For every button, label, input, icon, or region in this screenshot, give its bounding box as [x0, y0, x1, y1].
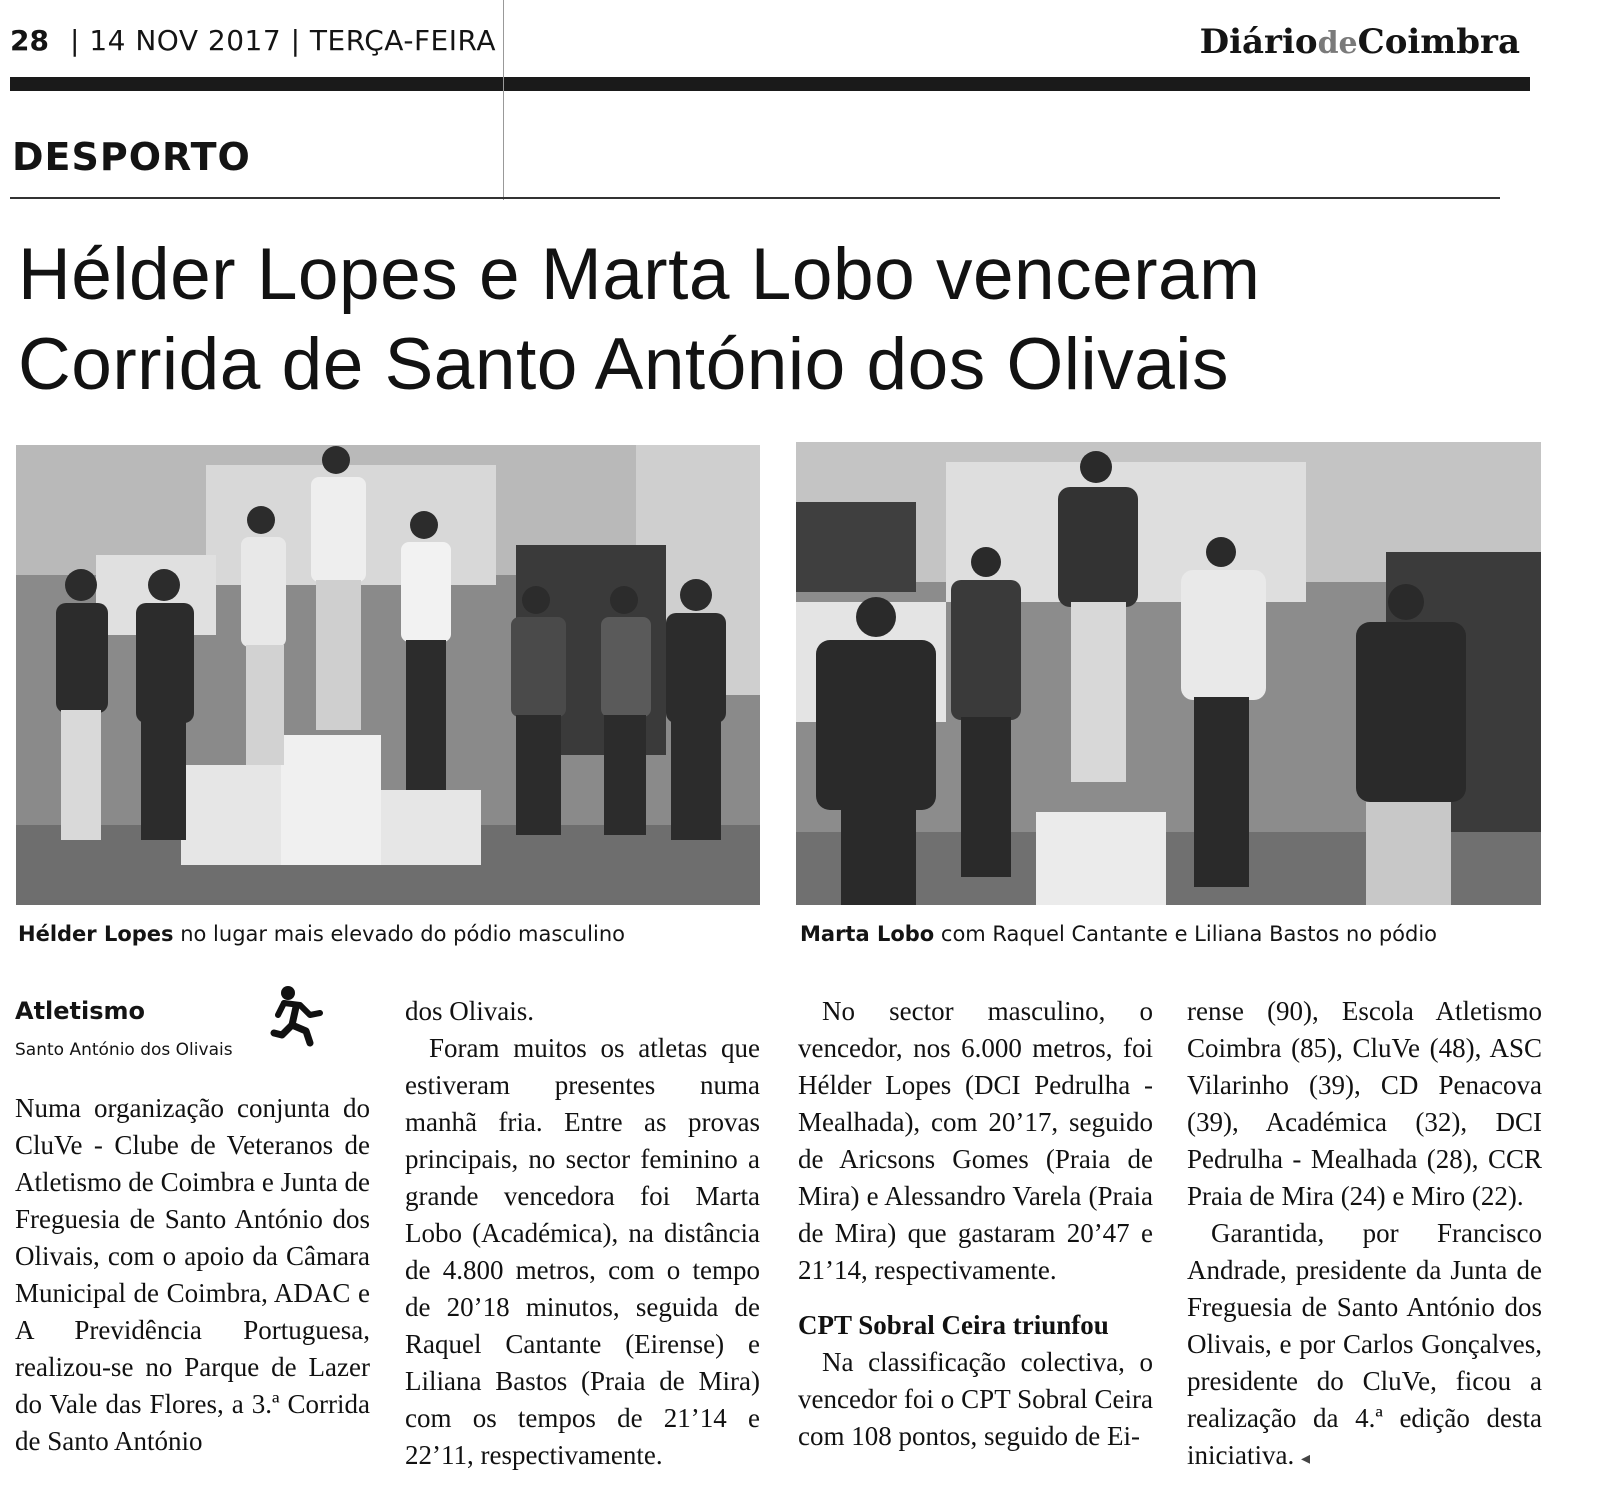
page-fold-line [503, 0, 504, 200]
article-paragraph-4-continued: rense (90), Escola Atletismo Coimbra (85), CluVe (48), ASC Vilarinho (39), CD Penacova (39), Académica (32), DCI Pedrulha - Mealhada (28), CCR Praia de Mira (24) e Miro (22). [1187, 996, 1542, 1211]
article-column-3 [798, 993, 1153, 1455]
kicker-subtitle: Santo António dos Olivais [15, 1040, 233, 1060]
caption-right-name: Marta Lobo [800, 922, 935, 946]
caption-left [18, 922, 625, 946]
logo-part-1: Diário [1199, 22, 1318, 62]
headline-line-1: Hélder Lopes e Marta Lobo venceram [18, 234, 1261, 315]
article-paragraph-5-text: Garantida, por Francisco Andrade, presidente da Junta de Freguesia de Santo António dos Olivais, e por Carlos Gonçalves, presidente do CluVe, ficou a realização da 4.ª edição desta iniciativa. [1187, 1218, 1542, 1470]
section-title: DESPORTO [12, 135, 251, 179]
section-rule [10, 197, 1500, 199]
kicker-title: Atletismo [15, 997, 146, 1025]
header-rule [10, 77, 1530, 91]
end-mark-icon: ◂ [1300, 1448, 1311, 1468]
article-paragraph-5 [1187, 1215, 1542, 1477]
page-header [10, 22, 1530, 62]
newspaper-logo [1200, 22, 1520, 62]
caption-left-text: no lugar mais elevado do pódio masculino [173, 922, 625, 946]
article-paragraph-1: Numa organização conjunta do CluVe - Clube de Veteranos de Atletismo de Coimbra e Junta de Freguesia de Santo António dos Olivais, com o apoio da Câmara Municipal de Coimbra, ADAC e A Previdência Portuguesa, realizou-se no Parque de Lazer do Vale das Flores, a 3.ª Corrida de Santo António [15, 1093, 370, 1456]
headline-line-2: Corrida de Santo António dos Olivais [18, 324, 1230, 405]
article-paragraph-2: Foram muitos os atletas que estiveram presentes numa manhã fria. Entre as provas principais, no sector feminino a grande vencedora foi Marta Lobo (Académica), na distância de 4.800 metros, com o tempo de 20’18 minutos, seguida de Raquel Cantante (Eirense) e Liliana Bastos (Praia de Mira) com os tempos de 21’14 e 22’11, respectivamente. [405, 1033, 760, 1470]
article-paragraph-1-continued: dos Olivais. [405, 996, 535, 1026]
article-paragraph-3: No sector masculino, o vencedor, nos 6.000 metros, foi Hélder Lopes (DCI Pedrulha - Mealhada), com 20’17, seguido de Aricsons Gomes (Praia de Mira) e Alessandro Varela (Praia de Mira) que gastaram 20’47 e 21’14, respectivamente. [798, 996, 1153, 1285]
article-column-2 [405, 993, 760, 1474]
runner-icon [270, 985, 326, 1051]
article-paragraph-4: Na classificação colectiva, o vencedor foi o CPT Sobral Ceira com 108 pontos, seguido de Ei- [798, 1347, 1153, 1451]
photo-mens-podium [16, 445, 760, 905]
logo-part-2: de [1317, 26, 1358, 61]
logo-part-3: Coimbra [1357, 22, 1520, 62]
photo-womens-podium [796, 442, 1541, 905]
article-subhead: CPT Sobral Ceira triunfou [798, 1310, 1109, 1340]
page-number: 28 [10, 24, 49, 57]
article-column-4 [1187, 993, 1542, 1477]
article-column-1 [15, 1090, 370, 1460]
caption-right [800, 922, 1437, 946]
caption-left-name: Hélder Lopes [18, 922, 174, 946]
caption-right-text: com Raquel Cantante e Liliana Bastos no pódio [934, 922, 1438, 946]
date-line: | 14 NOV 2017 | TERÇA-FEIRA [70, 24, 496, 57]
headline [18, 230, 1518, 410]
